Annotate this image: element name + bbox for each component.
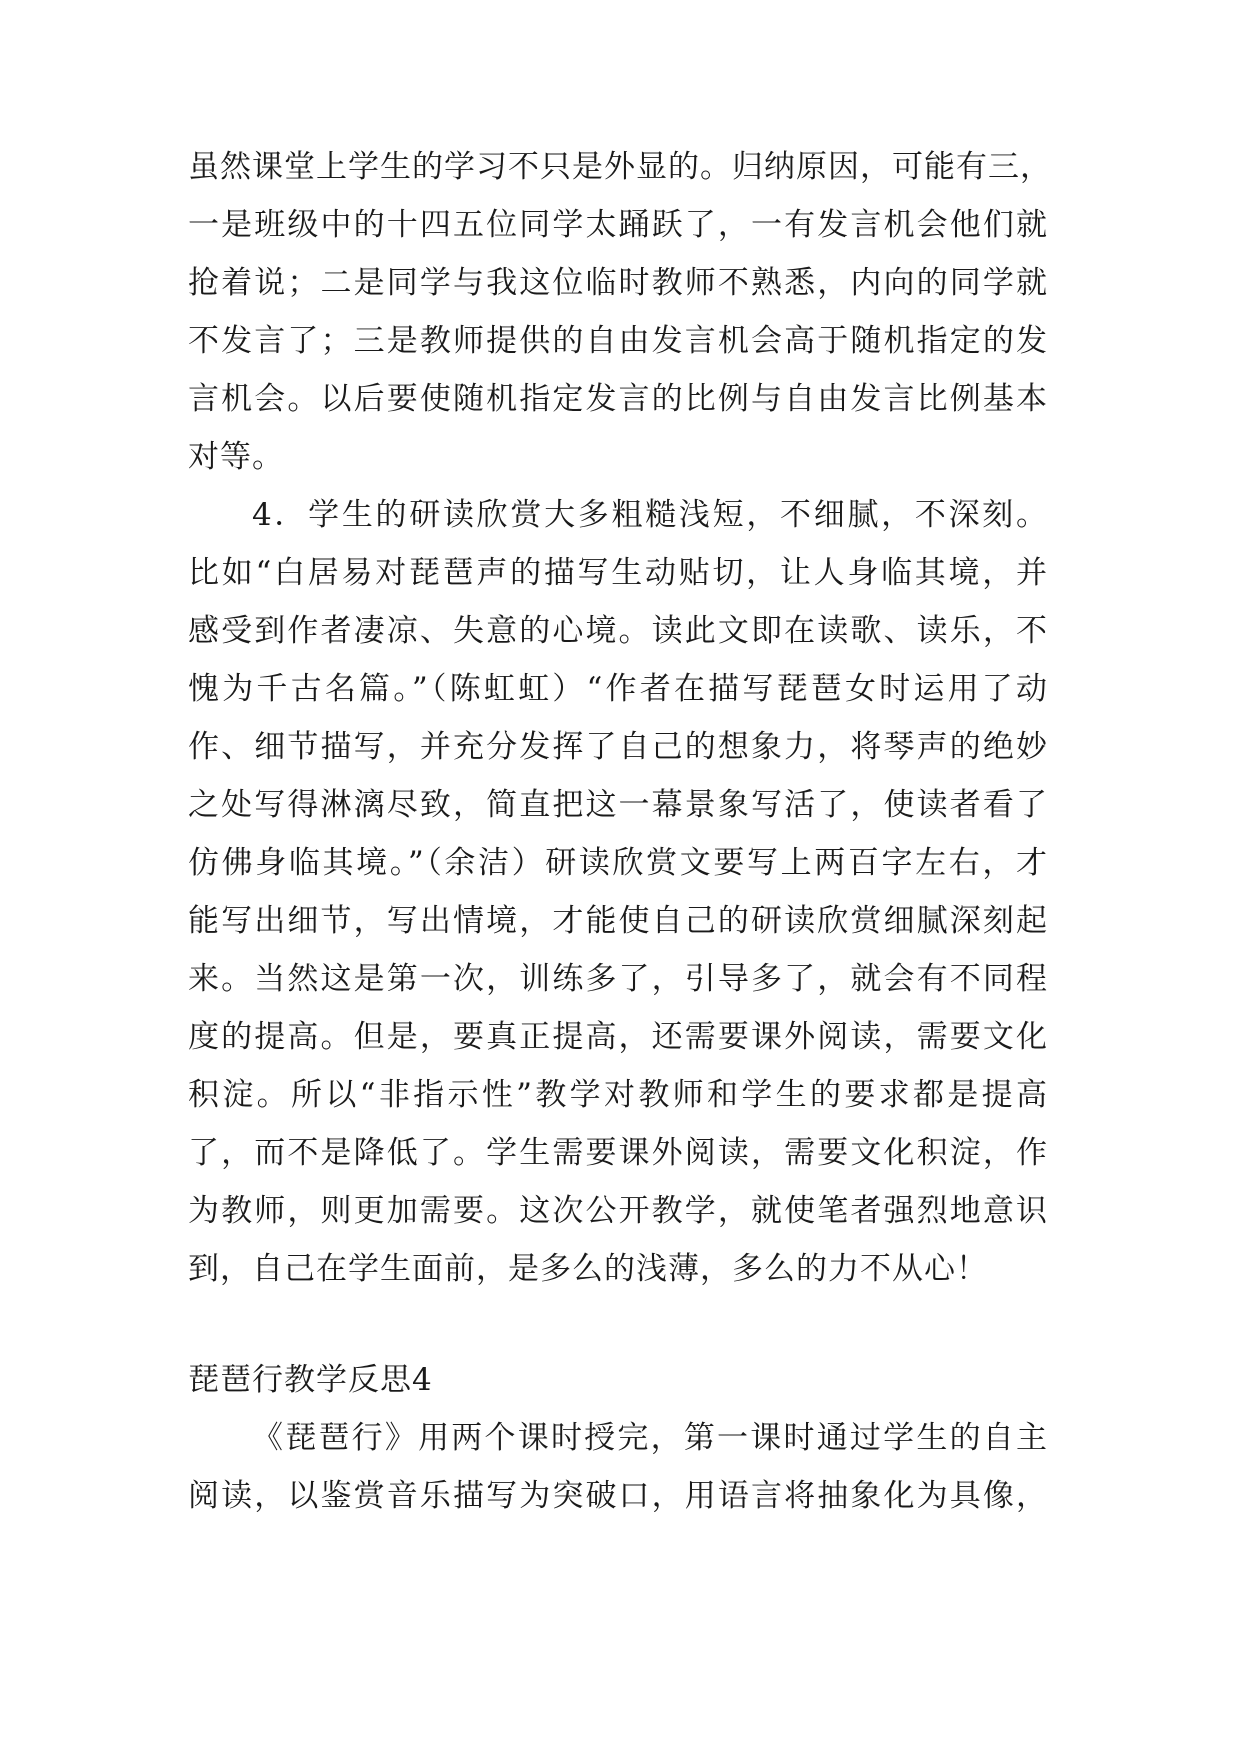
paragraph-line: 4．学生的研读欣赏大多粗糙浅短，不细腻，不深刻。 bbox=[252, 497, 1048, 533]
paragraph-line: 抢着说；二是同学与我这位临时教师不熟悉，内向的同学就 bbox=[188, 265, 1048, 301]
paragraph-line: 为教师，则更加需要。这次公开教学，就使笔者强烈地意识 bbox=[188, 1193, 1048, 1229]
paragraph-line: 不发言了；三是教师提供的自由发言机会高于随机指定的发 bbox=[188, 323, 1048, 359]
paragraph-line: 之处写得淋漓尽致，简直把这一幕景象写活了，使读者看了 bbox=[188, 787, 1048, 823]
paragraph-line: 仿佛身临其境。”（余洁）研读欣赏文要写上两百字左右，才 bbox=[188, 845, 1048, 881]
paragraph-line: 感受到作者凄凉、失意的心境。读此文即在读歌、读乐，不 bbox=[188, 613, 1048, 649]
paragraph-line: 能写出细节，写出情境，才能使自己的研读欣赏细腻深刻起 bbox=[188, 903, 1048, 939]
paragraph-line: 作、细节描写，并充分发挥了自己的想象力，将琴声的绝妙 bbox=[188, 729, 1048, 765]
paragraph-line: 来。当然这是第一次，训练多了，引导多了，就会有不同程 bbox=[188, 961, 1048, 997]
paragraph-line: 积淀。所以“非指示性”教学对教师和学生的要求都是提高 bbox=[188, 1077, 1048, 1113]
paragraph-line: 虽然课堂上学生的学习不只是外显的。归纳原因，可能有三， bbox=[188, 149, 1052, 185]
paragraph-line: 对等。 bbox=[188, 439, 284, 475]
paragraph-line: 阅读，以鉴赏音乐描写为突破口，用语言将抽象化为具像， bbox=[188, 1478, 1048, 1514]
paragraph-line: 了，而不是降低了。学生需要课外阅读，需要文化积淀，作 bbox=[188, 1135, 1048, 1171]
paragraph-line: 言机会。以后要使随机指定发言的比例与自由发言比例基本 bbox=[188, 381, 1048, 417]
paragraph-line: 愧为千古名篇。”（陈虹虹）“作者在描写琵琶女时运用了动 bbox=[188, 671, 1048, 707]
paragraph-line: 一是班级中的十四五位同学太踊跃了，一有发言机会他们就 bbox=[188, 207, 1048, 243]
paragraph-line: 比如“白居易对琵琶声的描写生动贴切，让人身临其境，并 bbox=[188, 555, 1048, 591]
section-title: 琵琶行教学反思4 bbox=[188, 1362, 433, 1398]
paragraph-line: 《琵琶行》用两个课时授完，第一课时通过学生的自主 bbox=[252, 1420, 1048, 1456]
paragraph-line: 到，自己在学生面前，是多么的浅薄，多么的力不从心！ bbox=[188, 1251, 988, 1287]
paragraph-line: 度的提高。但是，要真正提高，还需要课外阅读，需要文化 bbox=[188, 1019, 1048, 1055]
